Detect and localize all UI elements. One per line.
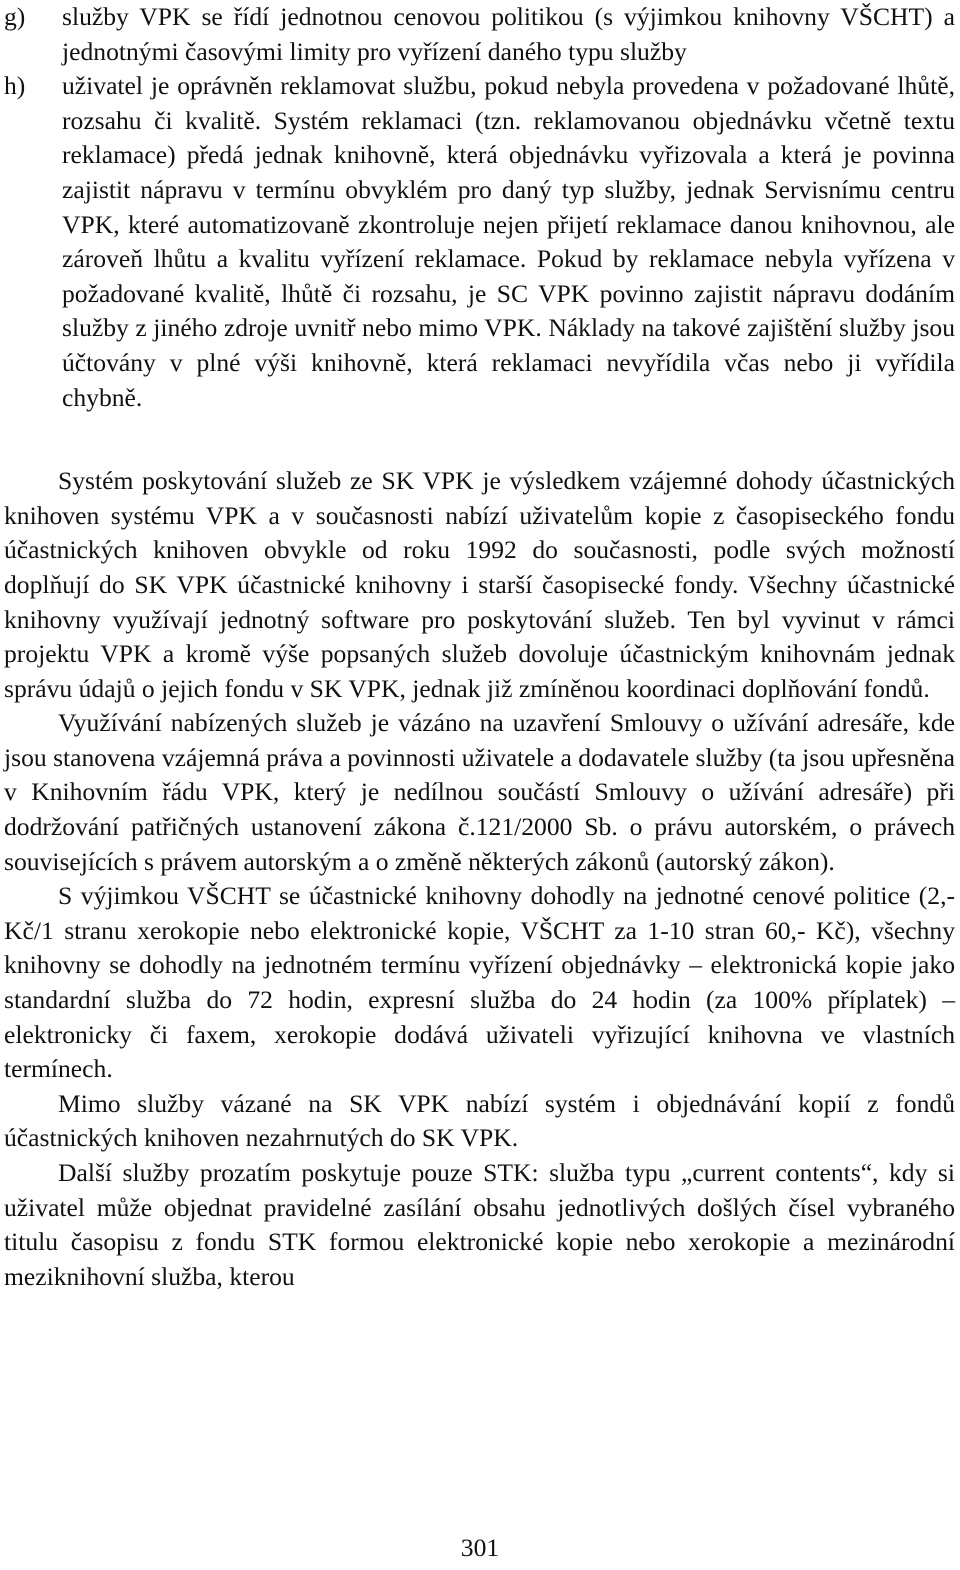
paragraph: S výjimkou VŠCHT se účastnické knihovny dohodly na jednotné cenové politice (2,- Kč/1 stranu xerokopie nebo elektronické kopie, VŠCHT za 1-10 stran 60,- Kč), všechny knihovny se dohodly na jednotném termínu vyřízení objednávky – elektronická kopie jako standardní služba do 72 hodin, expresní služba do 24 hodin (za 100% příplatek) – elektronicky či faxem, xerokopie dodává uživateli vyřizující knihovna ve vlastních termínech. [4,881,955,1084]
list-marker: h) [4,71,26,101]
paragraph: Další služby prozatím poskytuje pouze STK: služba typu „current contents“, kdy si uživatel může objednat pravidelné zasílání obsahu jednotlivých došlých čísel vybraného titulu časopisu z fondu STK formou elektronické kopie nebo xerokopie a mezinárodní meziknihovní služba, kterou [4,1158,955,1291]
list-marker: g) [4,2,26,31]
page-number: 301 [460,1533,500,1562]
list-item-text: služby VPK se řídí jednotnou cenovou politikou (s výjimkou knihovny VŠCHT) a jednotnými časovými limity pro vyřízení daného typu služby [62,2,955,66]
paragraph: Systém poskytování služeb ze SK VPK je výsledkem vzájemné dohody účastnických knihoven systému VPK a v současnosti nabízí uživatelům kopie z časopiseckého fondu účastnických knihoven obvykle od roku 1992 do současnosti, podle svých možností doplňují do SK VPK účastnické knihovny i starší časopisecké fondy. Všechny účastnické knihovny využívají jednotný software pro poskytování služeb. Ten byl vyvinut v rámci projektu VPK a kromě výše popsaných služeb dovoluje účastnickým knihovnám jednak správu údajů o jejich fondu v SK VPK, jednak již zmíněnou koordinaci doplňování fondů. [4,466,955,703]
list-item-h [4,69,955,415]
list-item-g [4,0,955,69]
section-gap [4,415,955,464]
paragraph: Mimo služby vázané na SK VPK nabízí systém i objednávání kopií z fondů účastnických knihoven nezahrnutých do SK VPK. [4,1088,955,1153]
document-page [4,0,955,1294]
list-item-text: uživatel je oprávněn reklamovat službu, pokud nebyla provedena v požadované lhůtě, rozsahu či kvalitě. Systém reklamaci (tzn. reklamovanou objednávku včetně textu reklamace) předá jednak knihovně, která objednávku vyřizovala a která je povinna zajistit nápravu v termínu obvyklém pro daný typ služby, jednak Servisnímu centru VPK, které automatizovaně zkontroluje nejen přijetí reklamace danou knihovnou, ale zároveň lhůtu a kvalitu vyřízení reklamace. Pokud by reklamace nebyla vyřízena v požadované kvalitě, lhůtě či rozsahu, je SC VPK povinno zajistit nápravu dodáním služby z jiného zdroje uvnitř nebo mimo VPK. Náklady na takové zajištění služby jsou účtovány v plné výši knihovně, která reklamaci nevyřídila včas nebo ji vyřídila chybně. [62,71,955,412]
paragraph: Využívání nabízených služeb je vázáno na uzavření Smlouvy o užívání adresáře, kde jsou stanovena vzájemná práva a povinnosti uživatele a dodavatele služby (ta jsou upřesněna v Knihovním řádu VPK, který je nedílnou součástí Smlouvy o užívání adresáře) při dodržování patřičných ustanovení zákona č.121/2000 Sb. o právu autorském, o právech souvisejících s právem autorským a o změně některých zákonů (autorský zákon). [4,708,955,876]
